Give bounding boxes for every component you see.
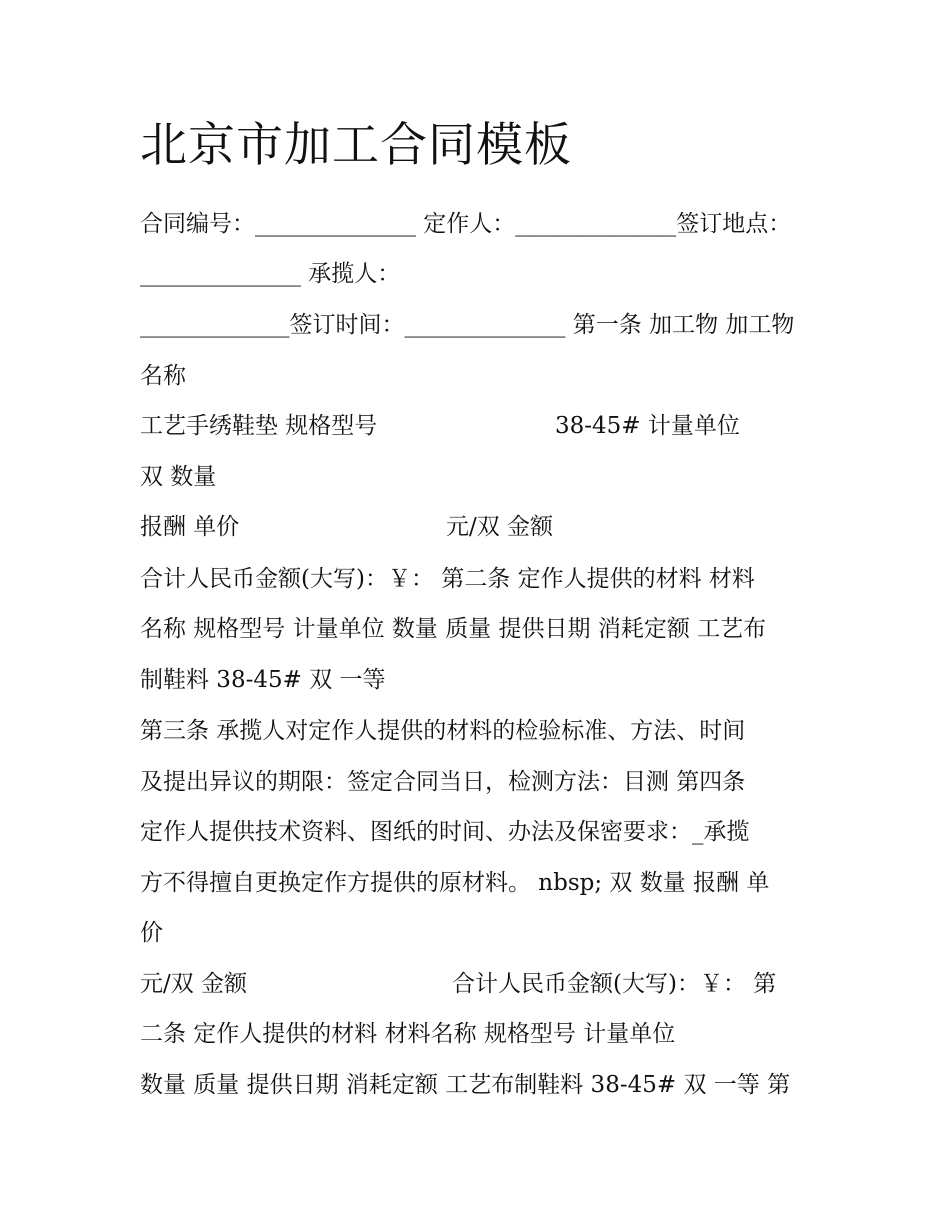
text-line-9: 名称 规格型号 计量单位 数量 质量 提供日期 消耗定额 工艺布 [140,616,767,642]
text-line-5-left: 工艺手绣鞋垫 规格型号 [140,413,378,439]
text-line-5-right: 38-45# 计量单位 [555,413,740,439]
text-line-2: ______________ 承揽人： [140,261,401,287]
text-line-10: 制鞋料 38-45# 双 一等 [140,667,386,693]
text-line-11: 第三条 承揽人对定作人提供的材料的检验标准、方法、时间 [140,718,746,744]
text-line-18: 数量 质量 提供日期 消耗定额 工艺布制鞋料 38-45# 双 一等 第 [140,1072,791,1098]
text-line-12: 及提出异议的期限：签定合同当日，检测方法：目测 第四条 [140,769,746,795]
text-line-17: 二条 定作人提供的材料 材料名称 规格型号 计量单位 [140,1021,676,1047]
text-line-4: 名称 [140,363,186,389]
text-line-3: _____________签订时间：______________ 第一条 加工物 加工物 [140,312,795,338]
text-line-7 [140,512,840,542]
text-line-7-right: 元/双 金额 [446,514,554,540]
document-title: 北京市加工合同模板 [140,118,572,173]
text-line-6: 双 数量 [140,464,217,490]
text-line-7-left: 报酬 单价 [140,514,240,540]
text-line-16 [140,969,840,999]
text-line-13: 定作人提供技术资料、图纸的时间、办法及保密要求：_承揽 [140,819,750,845]
text-line-1: 合同编号：______________ 定作人：______________签订地点： [140,211,792,237]
text-line-5 [140,411,840,441]
text-line-14: 方不得擅自更换定作方提供的原材料。 nbsp; 双 数量 报酬 单 [140,870,770,896]
text-line-8: 合计人民币金额(大写)：￥： 第二条 定作人提供的材料 材料 [140,566,755,592]
text-line-16-left: 元/双 金额 [140,971,248,997]
text-line-15: 价 [140,920,163,946]
text-line-16-right: 合计人民币金额(大写)：￥： 第 [452,971,777,997]
